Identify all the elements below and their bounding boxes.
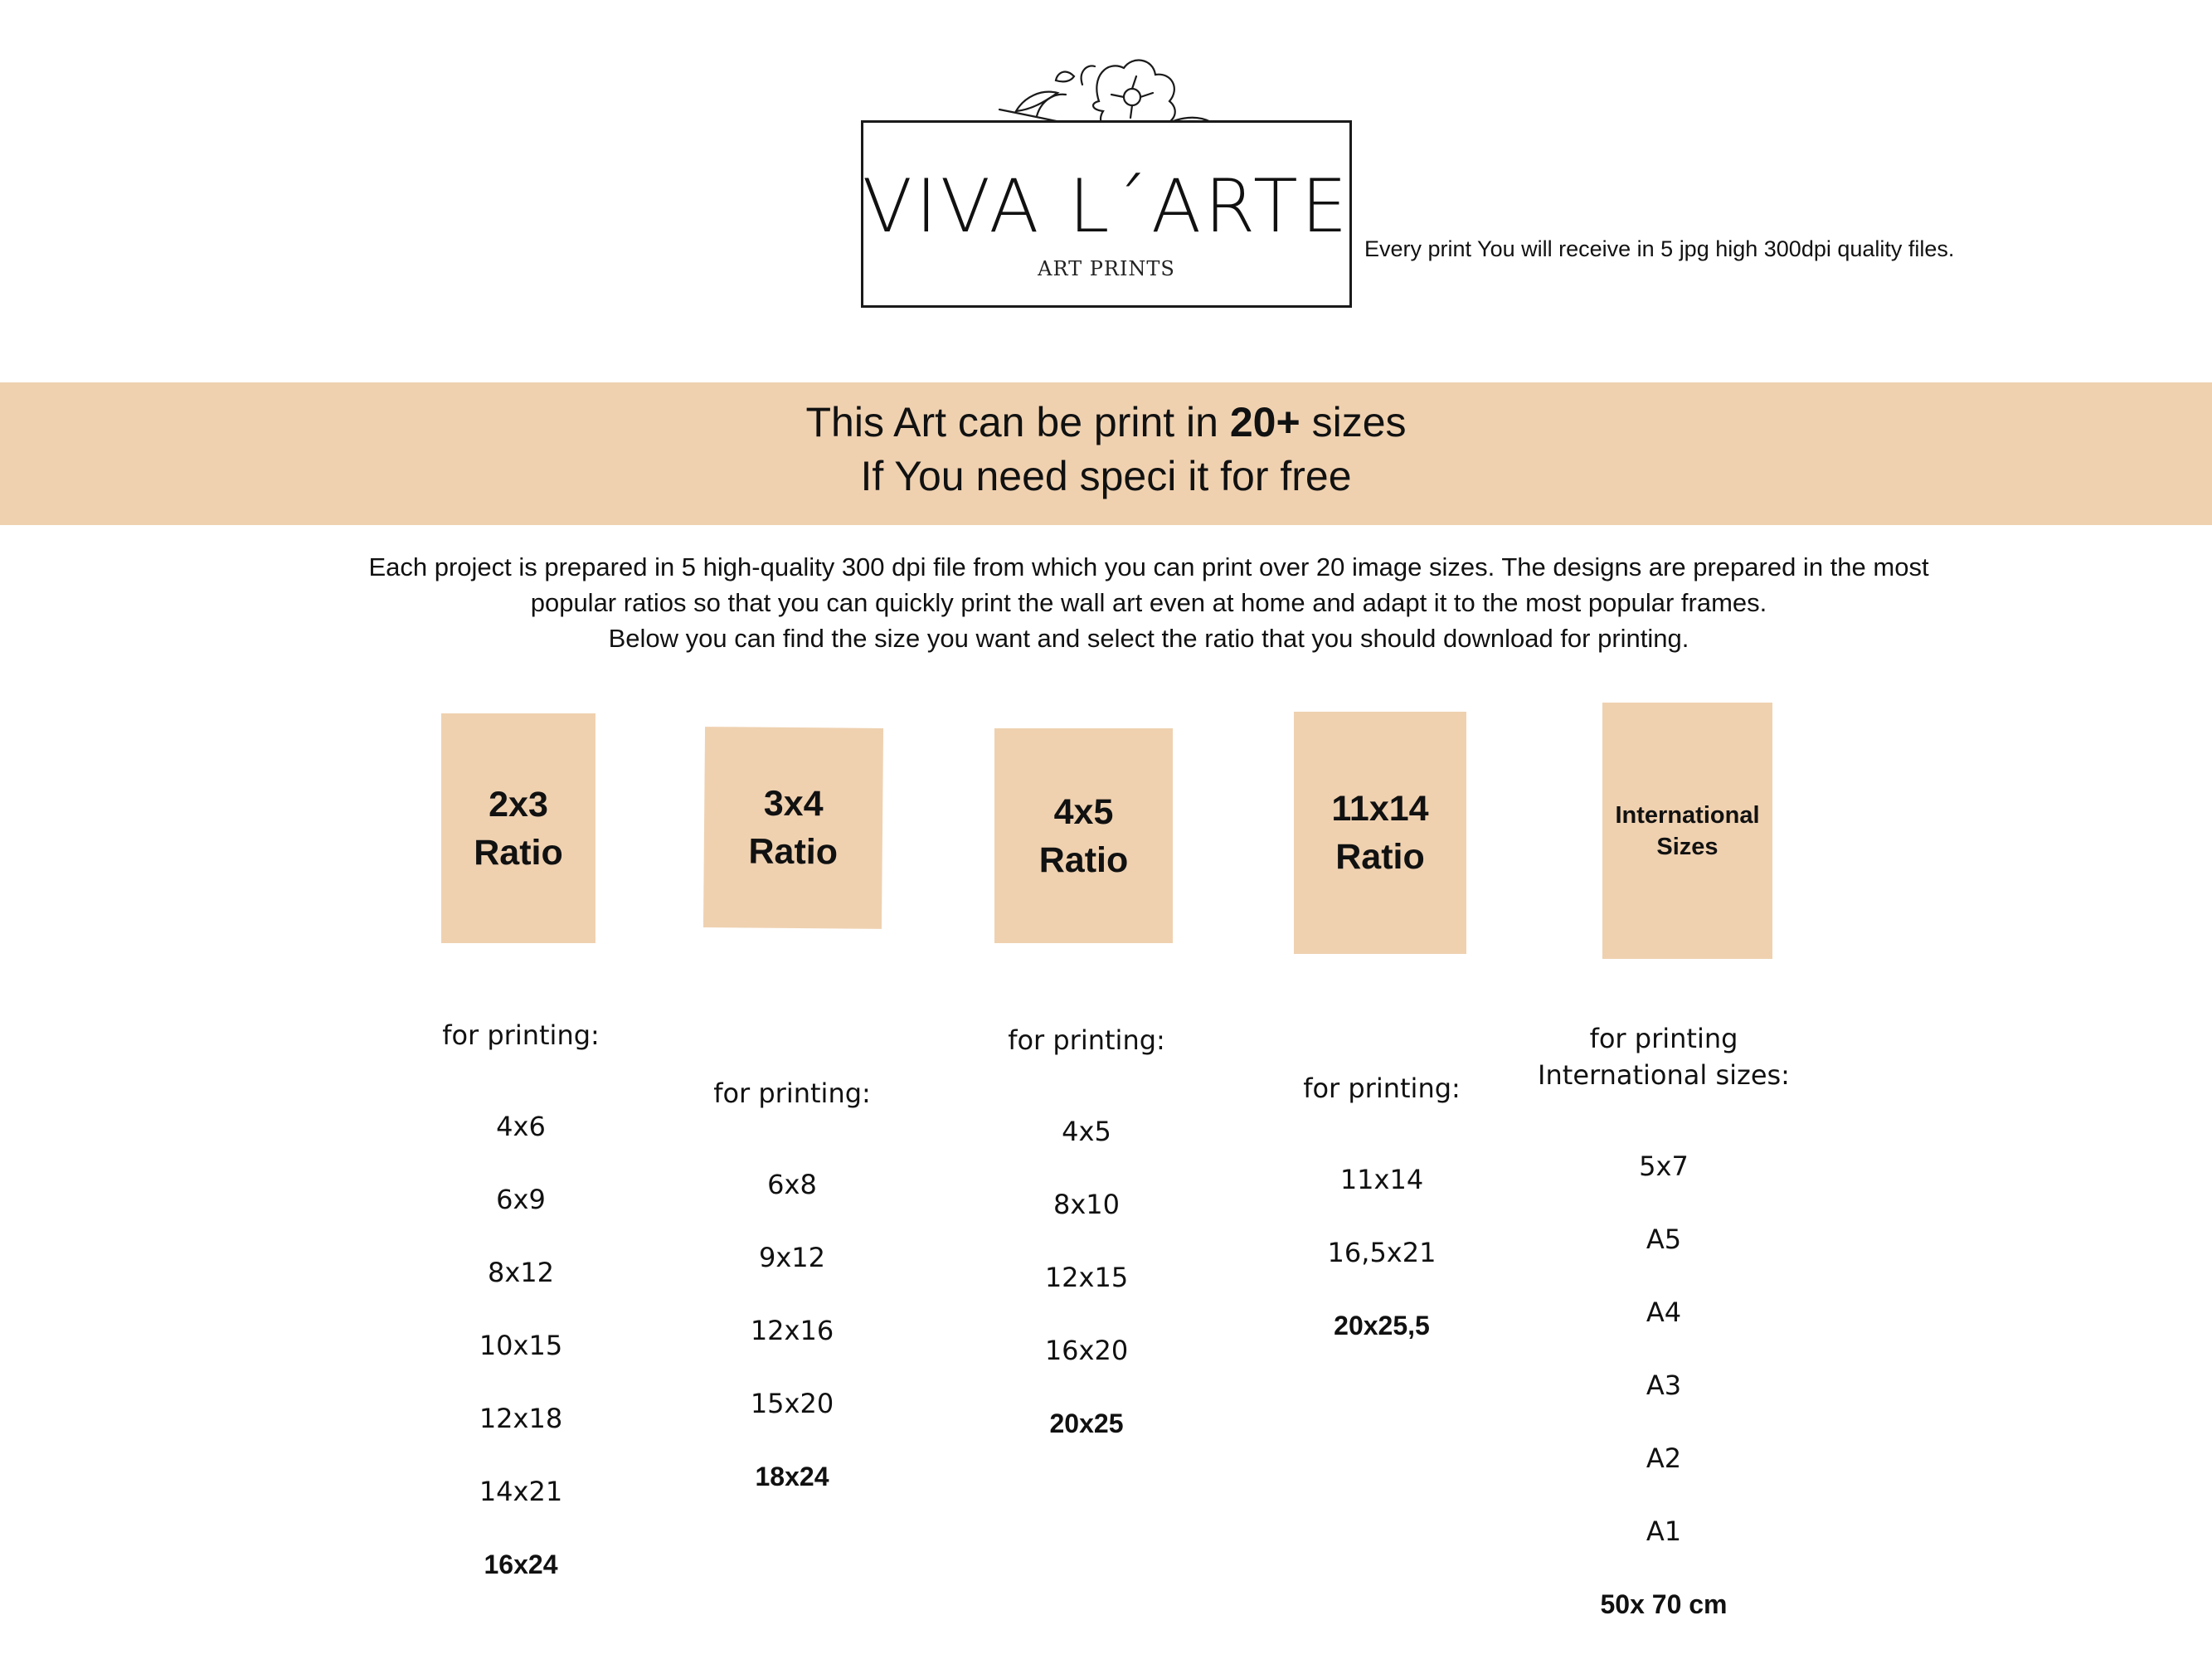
ratio-card-2x3	[441, 713, 596, 943]
ratio-card-text	[1039, 788, 1129, 884]
size-item: 12x18	[479, 1403, 563, 1434]
banner-subline: If You need speci it for free	[860, 453, 1352, 499]
size-item: 10x15	[479, 1330, 563, 1361]
banner-headline-prefix: This Art can be print in	[805, 399, 1230, 445]
ratio-card-text	[1331, 785, 1428, 881]
description-line: popular ratios so that you can quickly print the wall art even at home and adapt it to the most popular frames.	[530, 588, 1767, 617]
size-item: 6x9	[496, 1184, 546, 1215]
size-item: 8x10	[1053, 1189, 1120, 1220]
ratio-card-11x14	[1294, 712, 1466, 954]
brand-subtitle: ART PRINTS	[1038, 257, 1175, 280]
size-list-heading-line: International sizes:	[1538, 1059, 1790, 1091]
size-item: 11x14	[1339, 1164, 1424, 1195]
banner-headline-suffix: sizes	[1300, 399, 1407, 445]
description	[249, 549, 2049, 656]
ratio-card-label: Sizes	[1656, 833, 1719, 860]
size-item-highlight: 50x 70 cm	[1600, 1589, 1728, 1619]
size-item: 4x5	[1062, 1116, 1111, 1147]
size-list-heading: for printing:	[442, 1019, 600, 1051]
size-list-4x5	[962, 1022, 1211, 1460]
ratio-card-international	[1602, 703, 1772, 959]
description-line: Below you can find the size you want and select the ratio that you should download for printing.	[608, 624, 1689, 653]
size-list-3x4	[668, 1075, 916, 1513]
banner-headline	[0, 398, 2212, 446]
brand-title: VIVA L´ARTE	[862, 163, 1351, 249]
ratio-card-text	[1615, 800, 1759, 863]
size-item: A2	[1646, 1443, 1682, 1474]
size-list-heading: for printing:	[713, 1078, 871, 1109]
file-info-note: Every print You will receive in 5 jpg high 300dpi quality files.	[1364, 236, 1955, 261]
size-item: 6x8	[767, 1169, 817, 1200]
size-item: 15x20	[750, 1388, 834, 1419]
size-item: 12x15	[1044, 1262, 1129, 1293]
size-list-heading: for printing:	[1303, 1073, 1461, 1104]
size-item: 5x7	[1639, 1151, 1689, 1182]
size-item: A5	[1646, 1224, 1682, 1255]
size-item: 16x20	[1044, 1335, 1129, 1366]
ratio-card-label: Ratio	[1335, 837, 1425, 877]
size-list-heading-line: for printing	[1589, 1023, 1738, 1054]
size-item: 14x21	[479, 1476, 563, 1507]
size-item: A1	[1646, 1515, 1682, 1547]
ratio-card-title: 11x14	[1331, 789, 1429, 829]
size-list-international	[1523, 1020, 1805, 1641]
size-list-heading: for printing:	[1008, 1024, 1165, 1056]
ratio-card-label: Ratio	[1038, 839, 1129, 880]
ratio-card-text	[474, 781, 563, 877]
size-item: 4x6	[496, 1111, 546, 1142]
description-line: Each project is prepared in 5 high-quality 300 dpi file from which you can print over 20 image sizes. The designs are prepared in the most	[368, 552, 1929, 581]
size-item: 16,5x21	[1327, 1237, 1437, 1268]
size-item: A4	[1646, 1297, 1682, 1328]
size-item: 12x16	[750, 1315, 834, 1346]
ratio-card-title: 4x5	[1053, 791, 1114, 832]
size-item-highlight: 20x25,5	[1334, 1311, 1430, 1340]
size-list-heading	[1523, 1020, 1805, 1093]
banner-headline-count: 20+	[1229, 399, 1300, 445]
ratio-card-label: Ratio	[748, 831, 839, 873]
ratio-card-title: 2x3	[489, 784, 548, 825]
ratio-card-title: International	[1615, 801, 1760, 829]
size-item-highlight: 20x25	[1049, 1408, 1124, 1438]
size-item-highlight: 16x24	[484, 1550, 558, 1579]
size-item: 8x12	[487, 1257, 554, 1288]
size-list-2x3	[396, 1017, 645, 1601]
ratio-card-title: 3x4	[763, 783, 824, 825]
ratio-card-4x5	[994, 728, 1173, 943]
ratio-card-text	[748, 780, 839, 877]
ratio-card-label: Ratio	[474, 832, 563, 873]
size-item: A3	[1646, 1370, 1682, 1401]
size-item: 9x12	[758, 1242, 825, 1273]
ratio-card-3x4	[703, 727, 883, 929]
size-item-highlight: 18x24	[755, 1462, 829, 1491]
size-list-11x14	[1257, 1070, 1506, 1362]
